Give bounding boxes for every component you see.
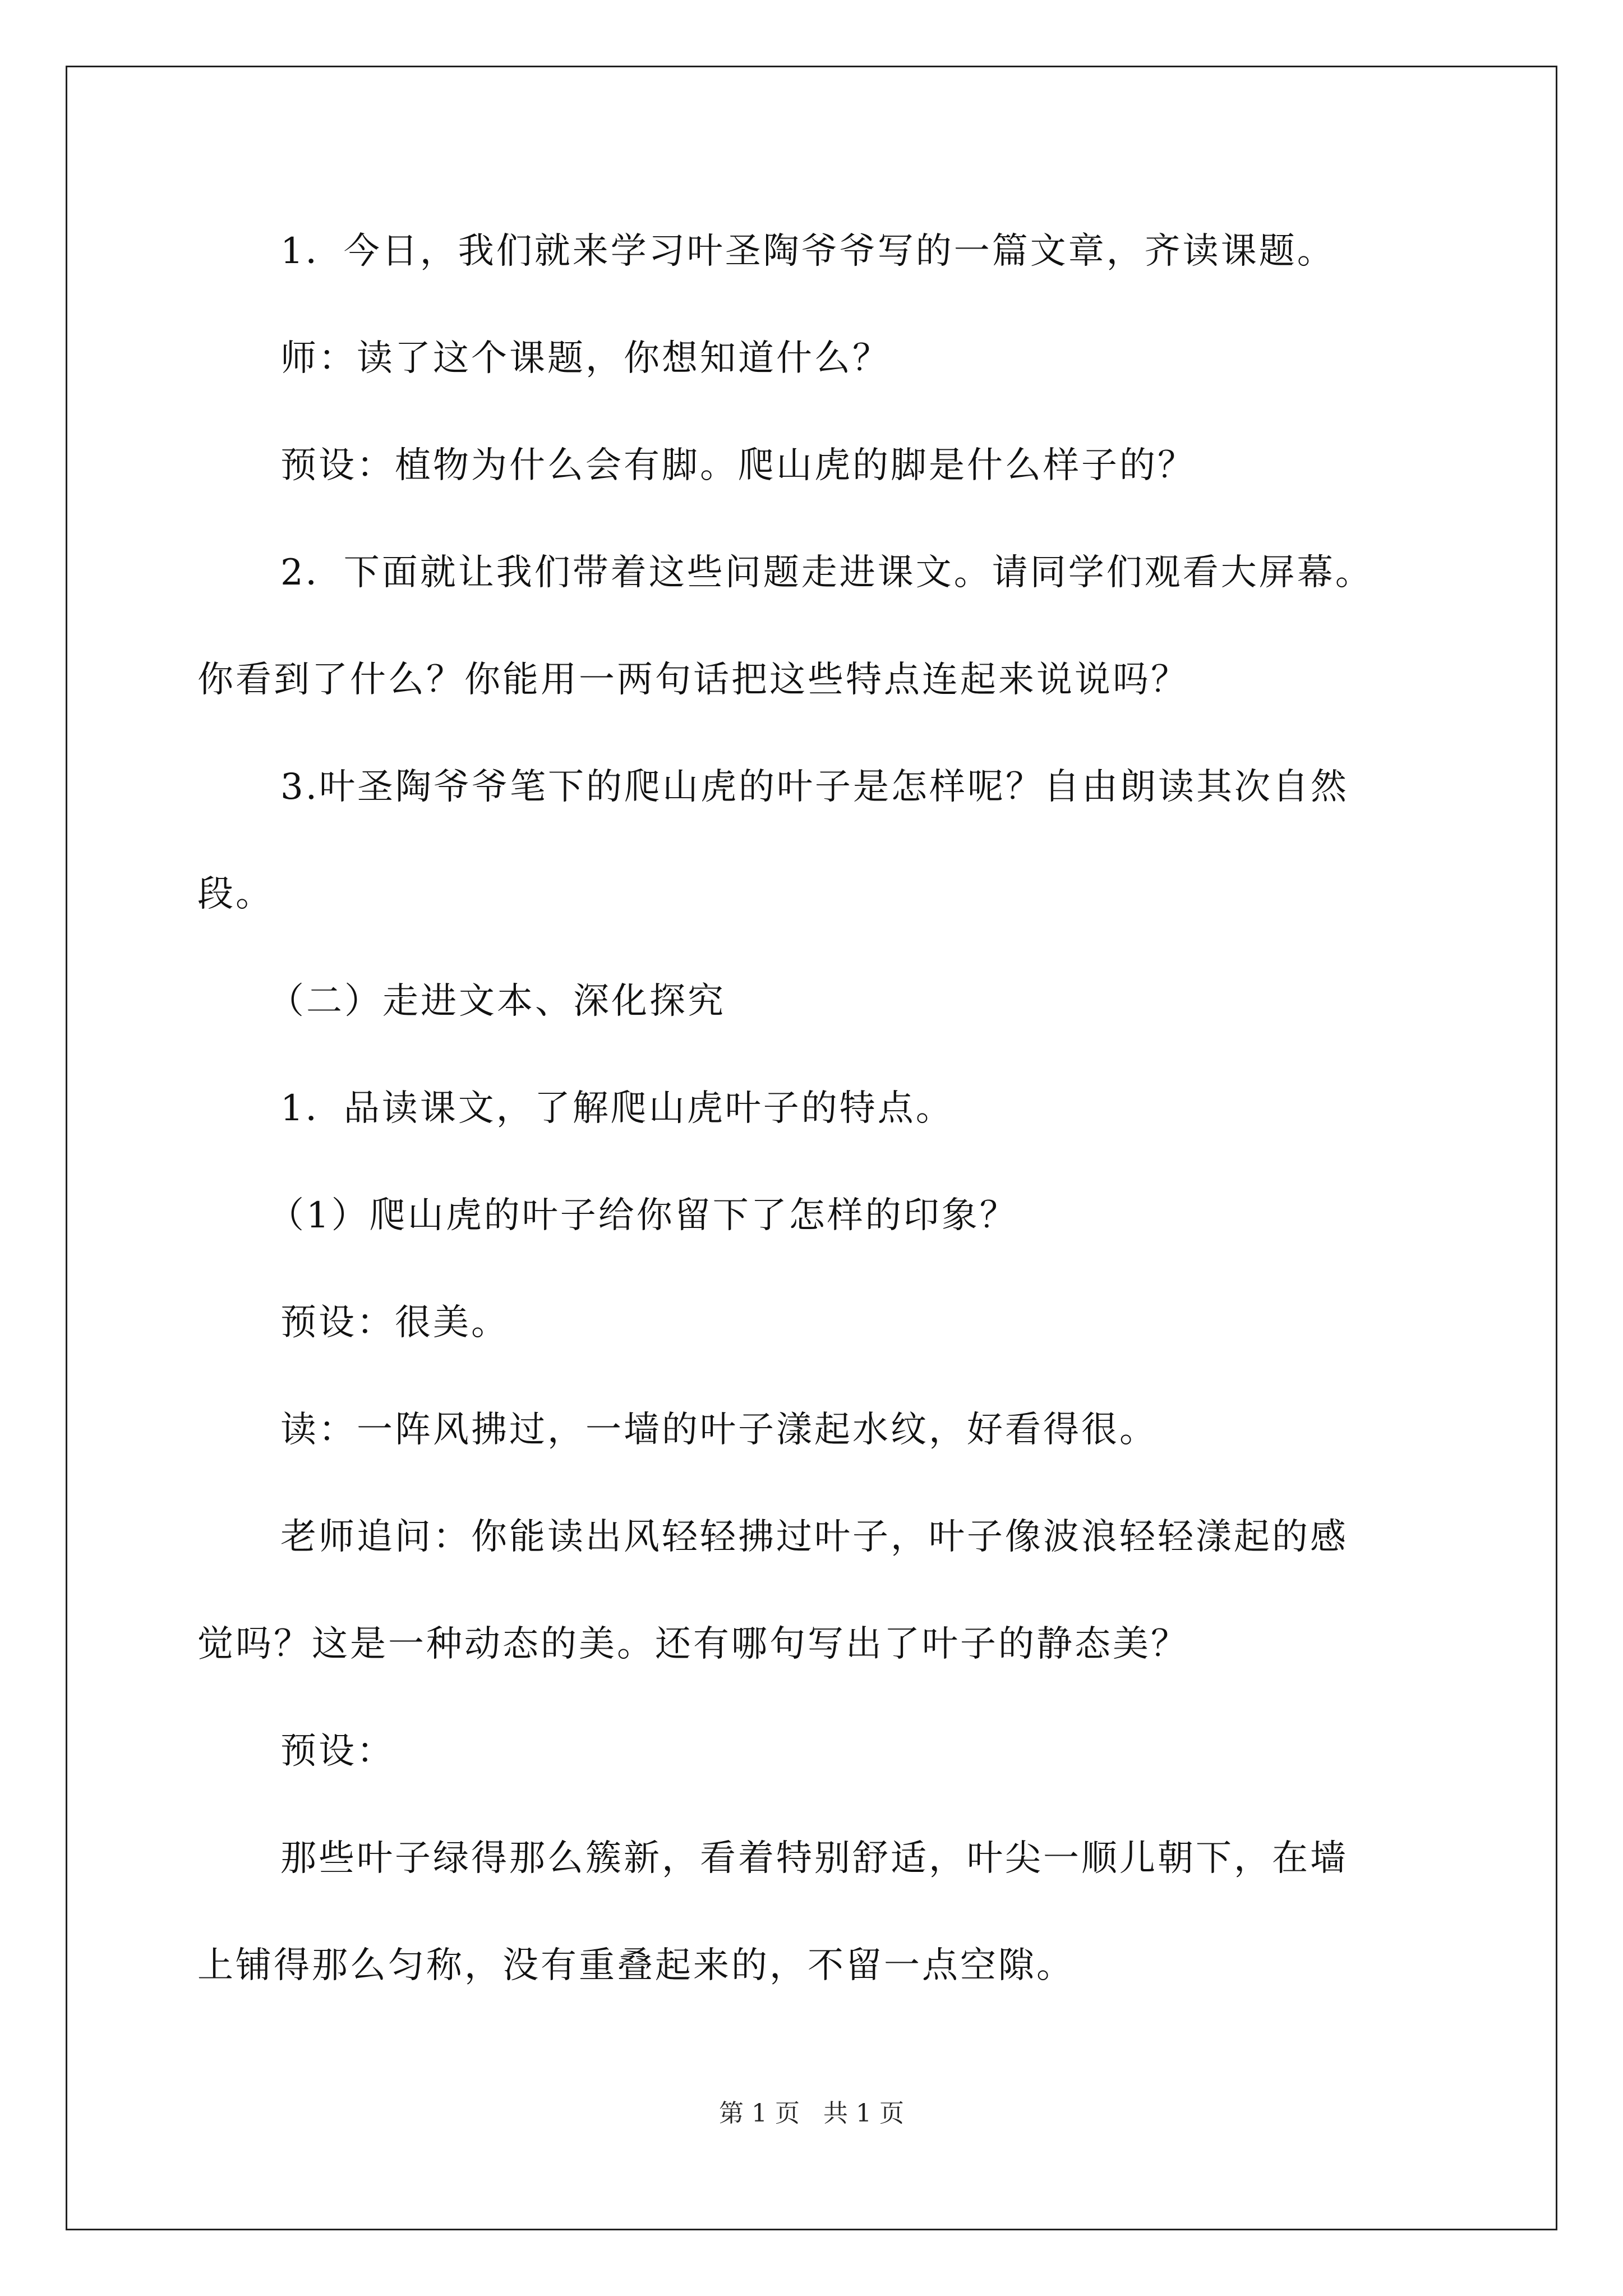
paragraph-line-12: 读：一阵风拂过，一墙的叶子漾起水纹，好看得很。: [280, 1409, 1158, 1451]
paragraph-line-5: 你看到了什么？你能用一两句话把这些特点连起来说说吗？: [197, 659, 1189, 701]
paragraph-line-16: 那些叶子绿得那么簇新，看着特别舒适，叶尖一顺儿朝下，在墙: [280, 1838, 1348, 1879]
paragraph-line-15: 预设：: [280, 1731, 395, 1772]
page-number-footer: 第 1 页 共 1 页: [719, 2099, 904, 2128]
paragraph-line-7: 段。: [197, 873, 274, 915]
paragraph-line-11: 预设：很美。: [280, 1302, 509, 1343]
paragraph-line-3: 预设：植物为什么会有脚。爬山虎的脚是什么样子的？: [280, 445, 1196, 486]
page-border: [66, 66, 1557, 2230]
paragraph-line-10: （1）爬山虎的叶子给你留下了怎样的印象？: [268, 1195, 1018, 1236]
paragraph-line-17: 上铺得那么匀称，没有重叠起来的，不留一点空隙。: [197, 1945, 1075, 1986]
paragraph-line-14: 觉吗？这是一种动态的美。还有哪句写出了叶子的静态美？: [197, 1623, 1189, 1665]
paragraph-line-6: 3.叶圣陶爷爷笔下的爬山虎的叶子是怎样呢？自由朗读其次自然: [280, 766, 1349, 808]
paragraph-line-2: 师：读了这个课题，你想知道什么？: [280, 338, 891, 379]
paragraph-line-4: 2．下面就让我们带着这些问题走进课文。请同学们观看大屏幕。: [280, 552, 1373, 593]
paragraph-line-13: 老师追问：你能读出风轻轻拂过叶子，叶子像波浪轻轻漾起的感: [280, 1516, 1348, 1558]
paragraph-line-9: 1．品读课文，了解爬山虎叶子的特点。: [280, 1088, 954, 1129]
section-heading: （二）走进文本、深化探究: [268, 981, 726, 1022]
paragraph-line-1: 1．今日，我们就来学习叶圣陶爷爷写的一篇文章，齐读课题。: [280, 231, 1335, 272]
